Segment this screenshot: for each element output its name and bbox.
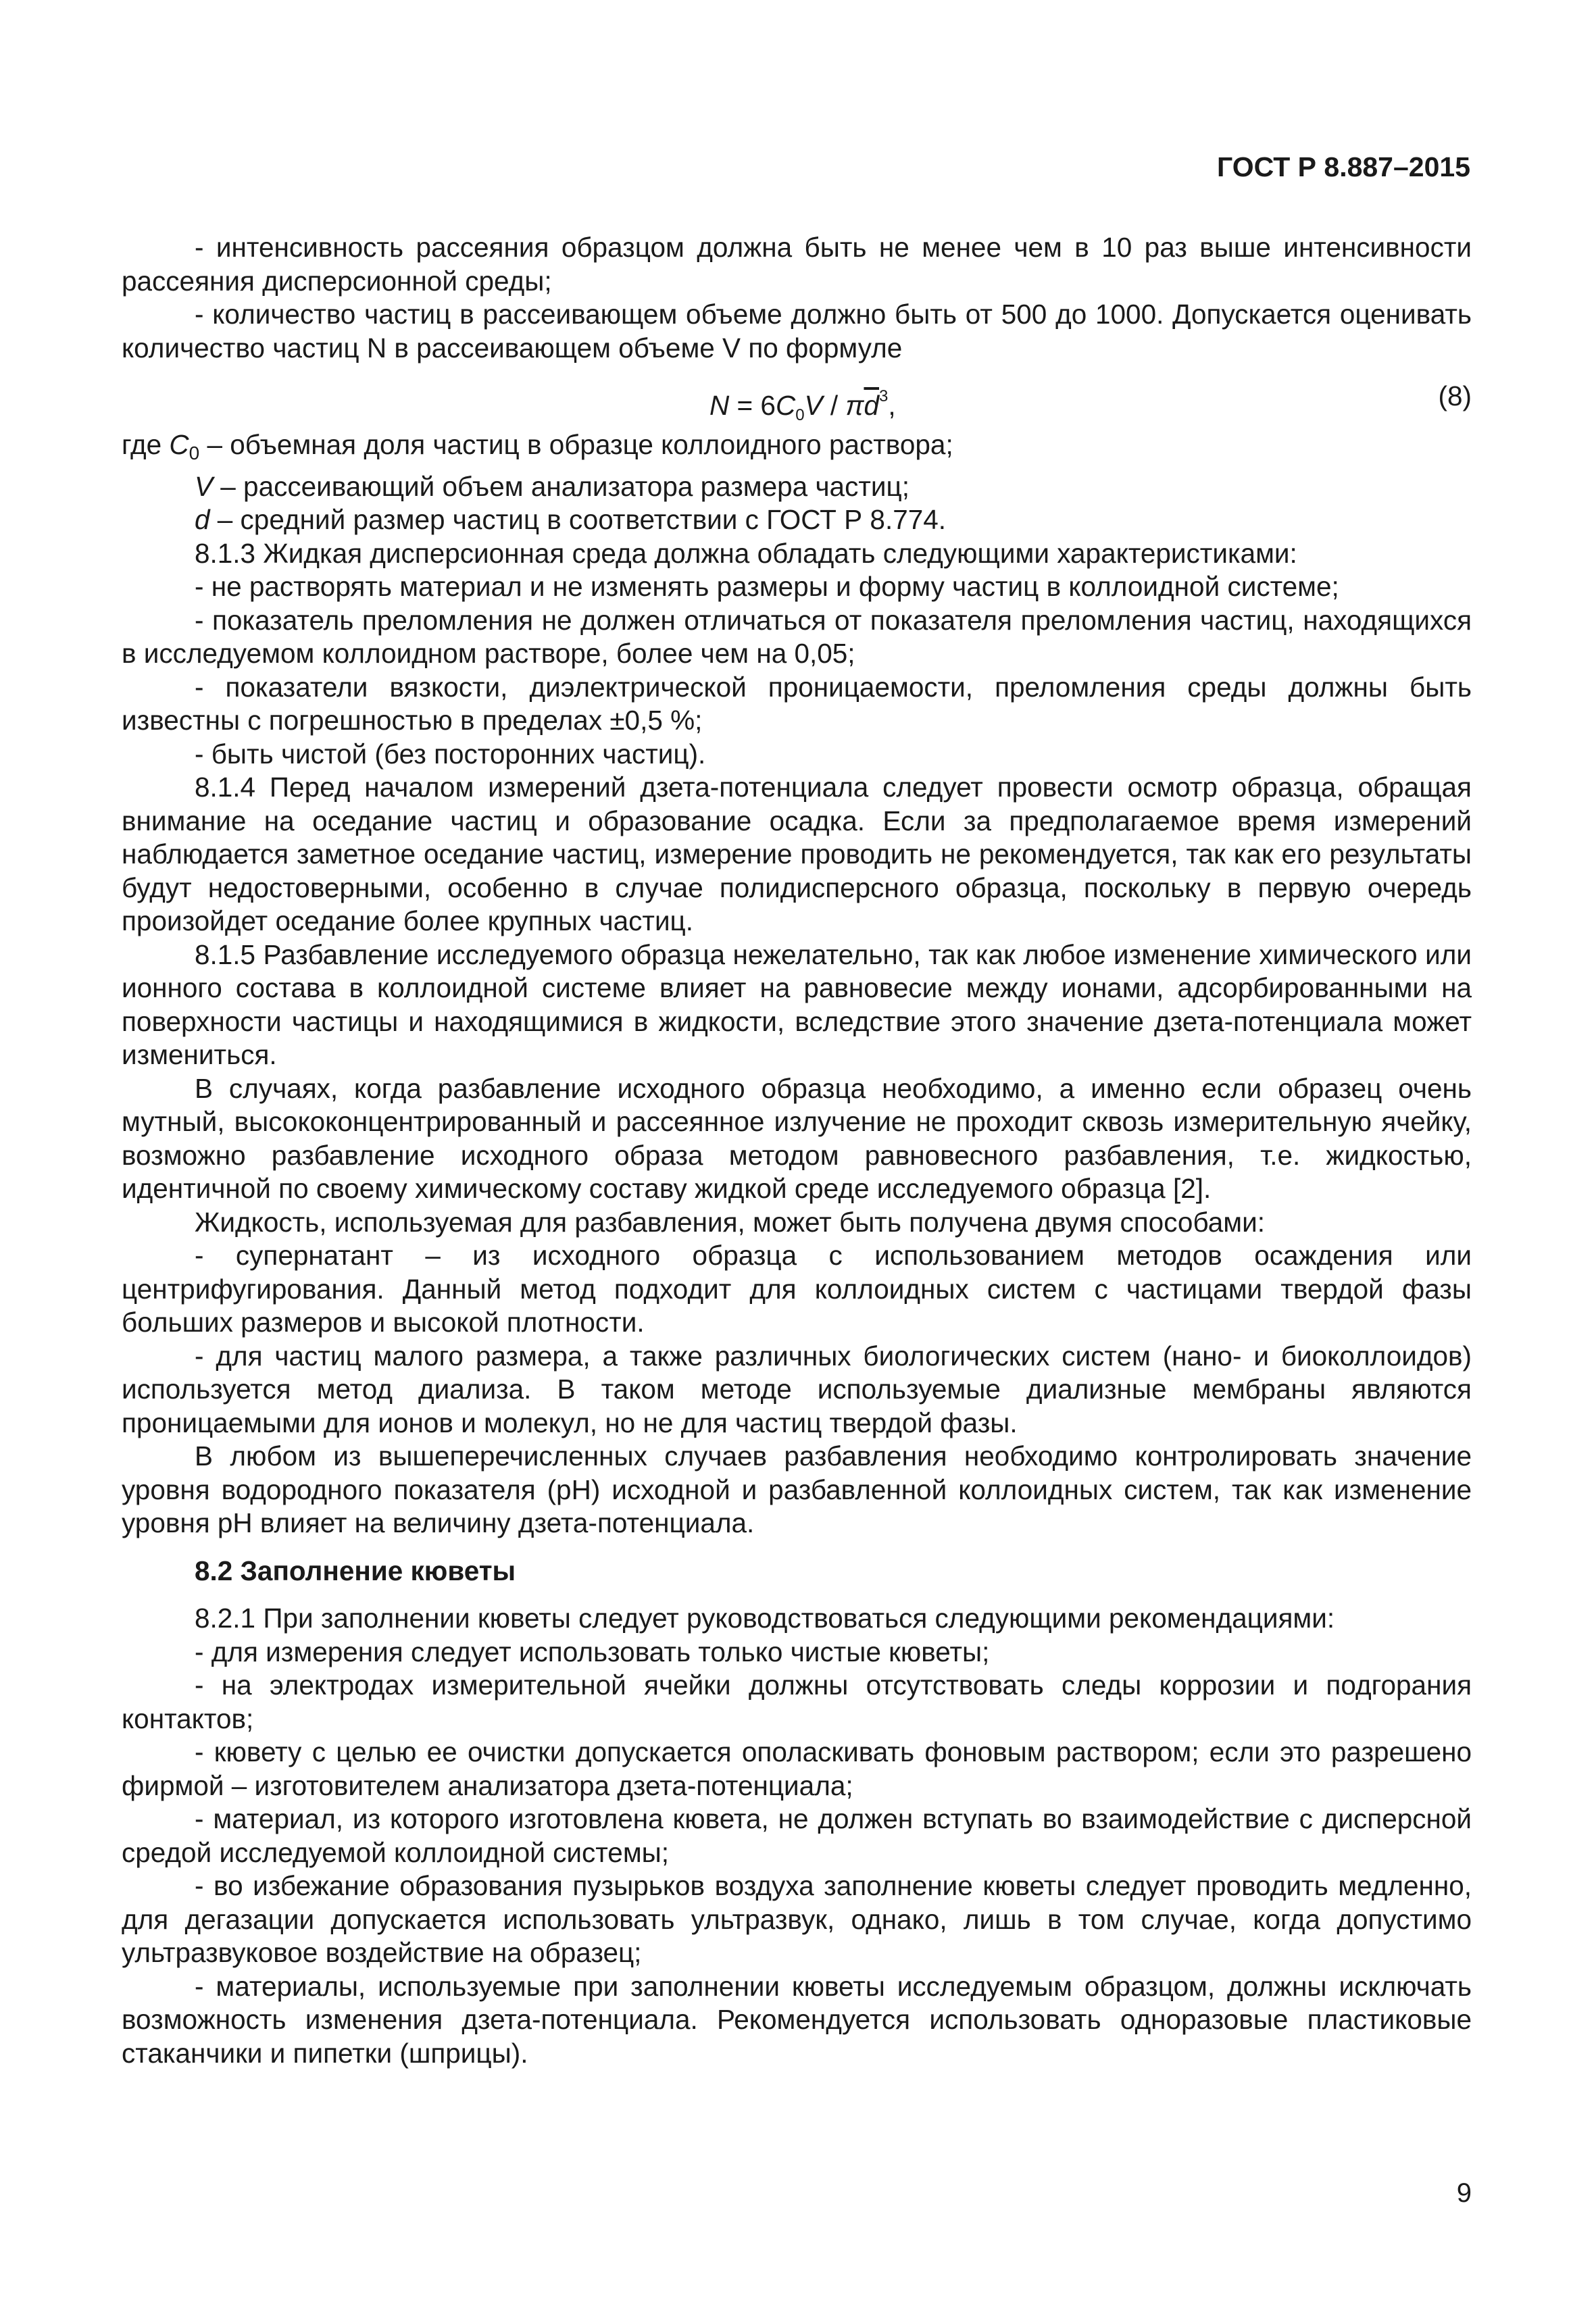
- paragraph: - показатель преломления не должен отличаться от показателя преломления частиц, находящихся в исследуемом коллоидном растворе, более чем на 0,05;: [122, 604, 1472, 669]
- paragraph: - кювету с целью ее очистки допускается ополаскивать фоновым раствором; если это разрешено фирмой – изготовителем анализатора дзета-потенциала;: [122, 1736, 1472, 1801]
- formula-number: (8): [1438, 380, 1472, 411]
- paragraph: - не растворять материал и не изменять размеры и форму частиц в коллоидной системе;: [195, 571, 1339, 602]
- formula-8: $N = 6C_0V / \pi\overline{d}^3$,: [709, 387, 896, 424]
- section-heading: 8.2 Заполнение кюветы: [195, 1555, 516, 1586]
- paragraph: 8.2.1 При заполнении кюветы следует руководствоваться следующими рекомендациями:: [195, 1603, 1335, 1634]
- paragraph: - материал, из которого изготовлена кювета, не должен вступать во взаимодействие с дисперсной средой исследуемой коллоидной системы;: [122, 1803, 1472, 1868]
- paragraph: - супернатант – из исходного образца с использованием методов осаждения или центрифугирования. Данный метод подходит для коллоидных систем с частицами твердой фазы больших размеров и высокой плотности.: [122, 1240, 1472, 1338]
- paragraph: 8.1.3 Жидкая дисперсионная среда должна обладать следующими характеристиками:: [195, 537, 1297, 569]
- formula-row: [122, 365, 1472, 428]
- paragraph: - интенсивность рассеяния образцом должна быть не менее чем в 10 раз выше интенсивности рассеяния дисперсионной среды;: [122, 232, 1472, 297]
- paragraph: - показатели вязкости, диэлектрической проницаемости, преломления среды должны быть известны с погрешностью в пределах ±0,5 %;: [122, 671, 1472, 736]
- paragraph: - на электродах измерительной ячейки должны отсутствовать следы коррозии и подгорания контактов;: [122, 1669, 1472, 1734]
- paragraph: - материалы, используемые при заполнении кюветы исследуемым образцом, должны исключать возможность изменения дзета-потенциала. Рекомендуется использовать одноразовые пластиковые стаканчики и пипетки (шприцы).: [122, 1970, 1472, 2069]
- paragraph: Жидкость, используемая для разбавления, может быть получена двумя способами:: [195, 1206, 1265, 1238]
- paragraph: - во избежание образования пузырьков воздуха заполнение кюветы следует проводить медленно, для дегазации допускается использовать ультразвук, однако, лишь в том случае, когда допустимо ультразвуковое воздействие на образец;: [122, 1870, 1472, 1968]
- paragraph: 8.1.4 Перед началом измерений дзета-потенциала следует провести осмотр образца, обращая внимание на оседание частиц и образование осадка. Если за предполагаемое время измерений наблюдается заметное оседание частиц, измерение проводить не рекомендуется, так как его результаты будут недостоверными, особенно в случае полидисперсного образца, поскольку в первую очередь произойдет оседание более крупных частиц.: [122, 772, 1472, 936]
- paragraph: - быть чистой (без посторонних частиц).: [195, 738, 706, 770]
- definition-c0: где $C_0$ – объемная доля частиц в образце коллоидного раствора;: [122, 429, 953, 463]
- page-number: 9: [1456, 2178, 1472, 2208]
- definition-d: d – средний размер частиц в соответствии с ГОСТ Р 8.774.: [195, 504, 947, 535]
- page-content: [122, 231, 1472, 2070]
- definition-v: V – рассеивающий объем анализатора размера частиц;: [195, 470, 909, 502]
- paragraph: 8.1.5 Разбавление исследуемого образца нежелательно, так как любое изменение химического или ионного состава в коллоидной системе влияет на равновесие между ионами, адсорбированными на поверхности частицы и находящимися в жидкости, вследствие этого значение дзета-потенциала может измениться.: [122, 938, 1472, 1070]
- document-id-header: ГОСТ Р 8.887–2015: [1217, 151, 1470, 182]
- paragraph: - количество частиц в рассеивающем объеме должно быть от 500 до 1000. Допускается оценивать количество частиц N в рассеивающем объеме V по формуле: [122, 299, 1472, 363]
- variable-definitions: [122, 428, 1472, 537]
- paragraph: - для частиц малого размера, а также различных биологических систем (нано- и биоколлоидов) используется метод диализа. В таком методе используемые диализные мембраны являются проницаемыми для ионов и молекул, но не для частиц твердой фазы.: [122, 1340, 1472, 1438]
- paragraph: В случаях, когда разбавление исходного образца необходимо, а именно если образец очень мутный, высококонцентрированный и рассеянное излучение не проходит сквозь измерительную ячейку, возможно разбавление исходного образа методом равновесного разбавления, т.е. жидкостью, идентичной по своему химическому составу жидкой среде исследуемого образца [2].: [122, 1072, 1472, 1204]
- paragraph: - для измерения следует использовать только чистые кюветы;: [195, 1636, 990, 1667]
- paragraph: В любом из вышеперечисленных случаев разбавления необходимо контролировать значение уровня водородного показателя (pH) исходной и разбавленной коллоидных систем, так как изменение уровня pH влияет на величину дзета-потенциала.: [122, 1440, 1472, 1538]
